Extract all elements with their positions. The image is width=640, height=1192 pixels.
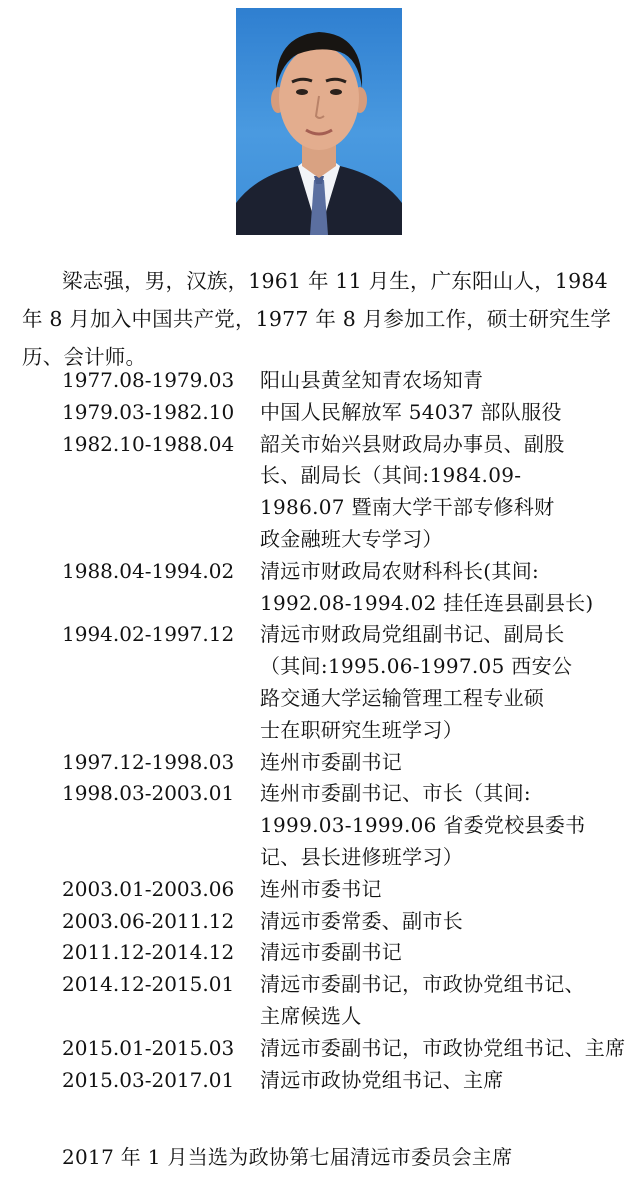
portrait-illustration [236, 8, 402, 235]
timeline-row [62, 969, 638, 1033]
timeline-description: 韶关市始兴县财政局办事员、副股 长、副局长（其间:1984.09- 1986.07 暨南大学干部专修科财 政金融班大专学习） [260, 431, 565, 551]
biography-summary-text: 梁志强，男，汉族，1961 年 11 月生，广东阳山人，1984 年 8 月加入中国共产党，1977 年 8 月参加工作，硕士研究生学历、会计师。 [22, 269, 612, 369]
timeline-date: 1988.04-1994.02 [62, 558, 235, 583]
timeline-description: 连州市委副书记 [260, 749, 403, 774]
timeline-row [62, 747, 638, 779]
timeline-date: 1997.12-1998.03 [62, 749, 235, 774]
timeline-date: 2015.03-2017.01 [62, 1067, 235, 1092]
timeline-date: 2015.01-2015.03 [62, 1035, 235, 1060]
timeline-date: 1979.03-1982.10 [62, 399, 235, 424]
timeline-row [62, 937, 638, 969]
biography-summary [22, 262, 622, 376]
timeline-row [62, 1065, 638, 1097]
timeline-date: 1998.03-2003.01 [62, 781, 235, 806]
timeline-date: 2003.06-2011.12 [62, 908, 235, 933]
timeline-date: 2011.12-2014.12 [62, 940, 235, 965]
timeline-row [62, 778, 638, 873]
timeline-description: 清远市委常委、副市长 [260, 908, 463, 933]
timeline-row [62, 874, 638, 906]
timeline-date: 2003.01-2003.06 [62, 876, 235, 901]
timeline-row [62, 397, 638, 429]
timeline-date: 2014.12-2015.01 [62, 972, 235, 997]
timeline-date: 1977.08-1979.03 [62, 368, 235, 392]
portrait-photo [236, 8, 402, 235]
timeline-date: 1994.02-1997.12 [62, 622, 235, 647]
timeline-description: 清远市委副书记，市政协党组书记、主席 [260, 1035, 626, 1060]
timeline-row [62, 365, 638, 397]
timeline-row [62, 906, 638, 938]
timeline-description: 清远市政协党组书记、主席 [260, 1067, 504, 1092]
timeline-description: 清远市委副书记 [260, 940, 403, 965]
timeline-row [62, 556, 638, 620]
timeline-description: 清远市委副书记，市政协党组书记、 主席候选人 [260, 972, 585, 1028]
election-note: 2017 年 1 月当选为政协第七届清远市委员会主席 [62, 1145, 513, 1169]
timeline-description: 清远市财政局党组副书记、副局长 （其间:1995.06-1997.05 西安公 路交通大学运输管理工程专业硕 士在职研究生班学习） [260, 622, 573, 742]
timeline-row [62, 429, 638, 556]
timeline-row [62, 619, 638, 746]
timeline-description: 清远市财政局农财科科长(其间: 1992.08-1994.02 挂任连县副县长) [260, 558, 594, 615]
career-timeline [62, 365, 638, 1096]
timeline-date: 1982.10-1988.04 [62, 431, 235, 456]
timeline-description: 连州市委副书记、市长（其间: 1999.03-1999.06 省委党校县委书 记、县长进修班学习） [260, 781, 586, 869]
timeline-description: 中国人民解放军 54037 部队服役 [260, 399, 562, 424]
timeline-row [62, 1033, 638, 1065]
timeline-description: 阳山县黄坌知青农场知青 [260, 368, 484, 392]
timeline-description: 连州市委书记 [260, 876, 382, 901]
